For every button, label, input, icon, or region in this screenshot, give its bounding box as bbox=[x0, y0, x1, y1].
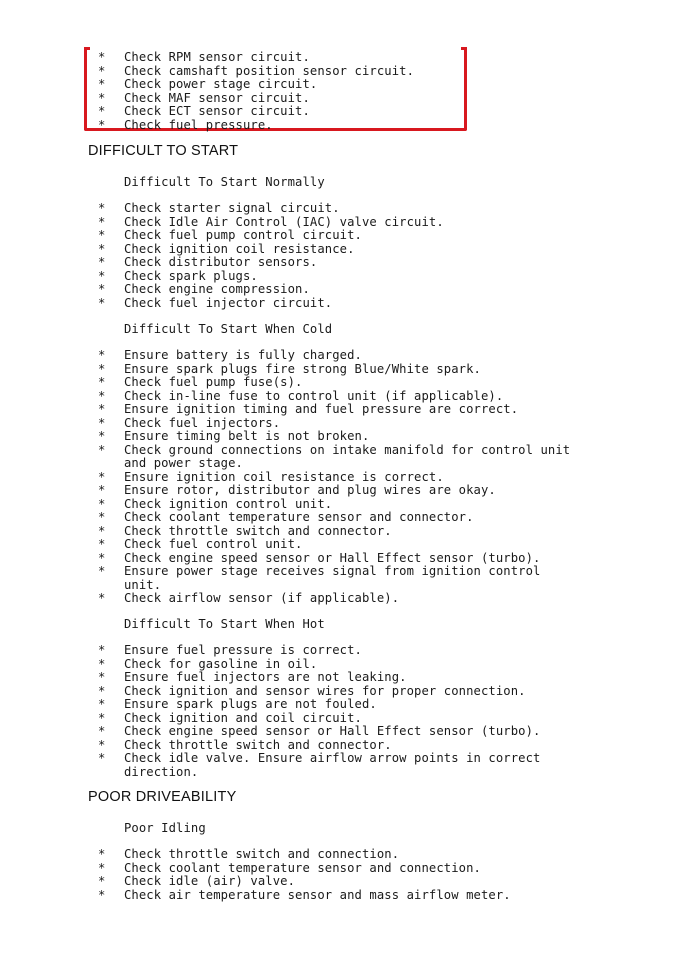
bullet-icon: * bbox=[98, 887, 106, 902]
section-heading-difficult-to-start: DIFFICULT TO START bbox=[88, 143, 239, 159]
bullet-icon: * bbox=[98, 591, 106, 605]
bullet-icon: * bbox=[98, 415, 106, 430]
subheading-poor-idling: Poor Idling bbox=[124, 821, 206, 835]
bullet-icon: * bbox=[98, 117, 106, 132]
bullet-icon: * bbox=[98, 656, 106, 671]
bullet-icon: * bbox=[98, 670, 106, 684]
bullet-icon: * bbox=[98, 214, 106, 229]
subheading-difficult-hot: Difficult To Start When Hot bbox=[124, 617, 325, 631]
bullet-icon: * bbox=[98, 50, 106, 64]
bullet-icon: * bbox=[98, 860, 106, 875]
bullet-icon: * bbox=[98, 63, 106, 78]
bullet-icon: * bbox=[98, 683, 106, 698]
bullet-icon: * bbox=[98, 201, 106, 215]
bullet-icon: * bbox=[98, 402, 106, 416]
bullet-icon: * bbox=[98, 550, 106, 565]
bullet-icon: * bbox=[98, 537, 106, 551]
bullet-icon: * bbox=[98, 564, 106, 578]
manual-page: * Check RPM sensor circuit. * Check camshaft position sensor circuit. * Check power stage circuit. * Check MAF sensor circuit. * Check ECT sensor circuit. * Check fuel pressure. DIFFICULT TO START Difficult To Start Normally * Check starter signal circuit. * Check Idle Air Control (IAC) valve circuit. * Check fuel pump control circuit. * Check ignition coil resistance. * Check distributor sensors. * Check spark plugs. * Check engine compression. * Check fuel injector circuit. Difficult To Start When Cold * Ensure battery is fully charged. * Ensure spark plugs fire strong Blue/White spark. * Check fuel pump fuse(s). * Check in-line fuse to control unit (if applicable). * Ensure ignition timing and fuel pressure are correct. * Check fuel injectors. * Ensure timing belt is not broken. * Check ground connections on intake manifold for control unit and power stage. * Ensure ignition coil resistance is correct. * Ensure rotor, distributor and plug wires are okay. * Check ignition control unit. * Check coolant temperature sensor and connector. * Check throttle switch and connector. * Check fuel control unit. * Check engine speed sensor or Hall Effect sensor (turbo). * Ensure power stage receives signal from ignition control unit. * Check airflow sensor (if applicable). Difficult To Start When Hot * Ensure fuel pressure is correct. * Check for gasoline in oil. * Ensure fuel injectors are not leaking. * Check ignition and sensor wires for proper connection. * Ensure spark plugs are not fouled. * Check ignition and coil circuit. * Check engine speed sensor or Hall Effect sensor (turbo). * Check throttle switch and connector. * Check idle valve. Ensure airflow arrow points in correct direction. POOR DRIVEABILITY Poor Idling * Check throttle switch and connection. * Check coolant temperature sensor and connection. * Check idle (air) valve. * Check air temperature sensor and mass airflow meter. bbox=[0, 0, 700, 976]
subheading-difficult-normally: Difficult To Start Normally bbox=[124, 175, 325, 189]
bullet-icon: * bbox=[98, 847, 106, 861]
bullet-icon: * bbox=[98, 228, 106, 242]
bullet-icon: * bbox=[98, 375, 106, 389]
bullet-icon: * bbox=[98, 268, 106, 283]
section-heading-poor-driveability: POOR DRIVEABILITY bbox=[88, 789, 237, 805]
bullet-icon: * bbox=[98, 282, 106, 296]
bullet-icon: * bbox=[98, 241, 106, 256]
bullet-icon: * bbox=[98, 643, 106, 657]
bullet-icon: * bbox=[98, 77, 106, 91]
bullet-icon: * bbox=[98, 483, 106, 497]
subheading-difficult-cold: Difficult To Start When Cold bbox=[124, 322, 333, 336]
bullet-icon: * bbox=[98, 348, 106, 362]
bullet-icon: * bbox=[98, 710, 106, 725]
bullet-icon: * bbox=[98, 388, 106, 403]
bullet-icon: * bbox=[98, 295, 106, 310]
bullet-icon: * bbox=[98, 442, 106, 457]
bullet-icon: * bbox=[98, 496, 106, 511]
bullet-icon: * bbox=[98, 361, 106, 376]
bullet-icon: * bbox=[98, 523, 106, 538]
bullet-icon: * bbox=[98, 697, 106, 711]
bullet-icon: * bbox=[98, 751, 106, 765]
bullet-icon: * bbox=[98, 724, 106, 738]
bullet-icon: * bbox=[98, 255, 106, 269]
bullet-icon: * bbox=[98, 90, 106, 105]
bullet-icon: * bbox=[98, 469, 106, 484]
bullet-icon: * bbox=[98, 874, 106, 888]
bullet-icon: * bbox=[98, 510, 106, 524]
bullet-icon: * bbox=[98, 104, 106, 118]
bullet-icon: * bbox=[98, 737, 106, 752]
bullet-icon: * bbox=[98, 429, 106, 443]
